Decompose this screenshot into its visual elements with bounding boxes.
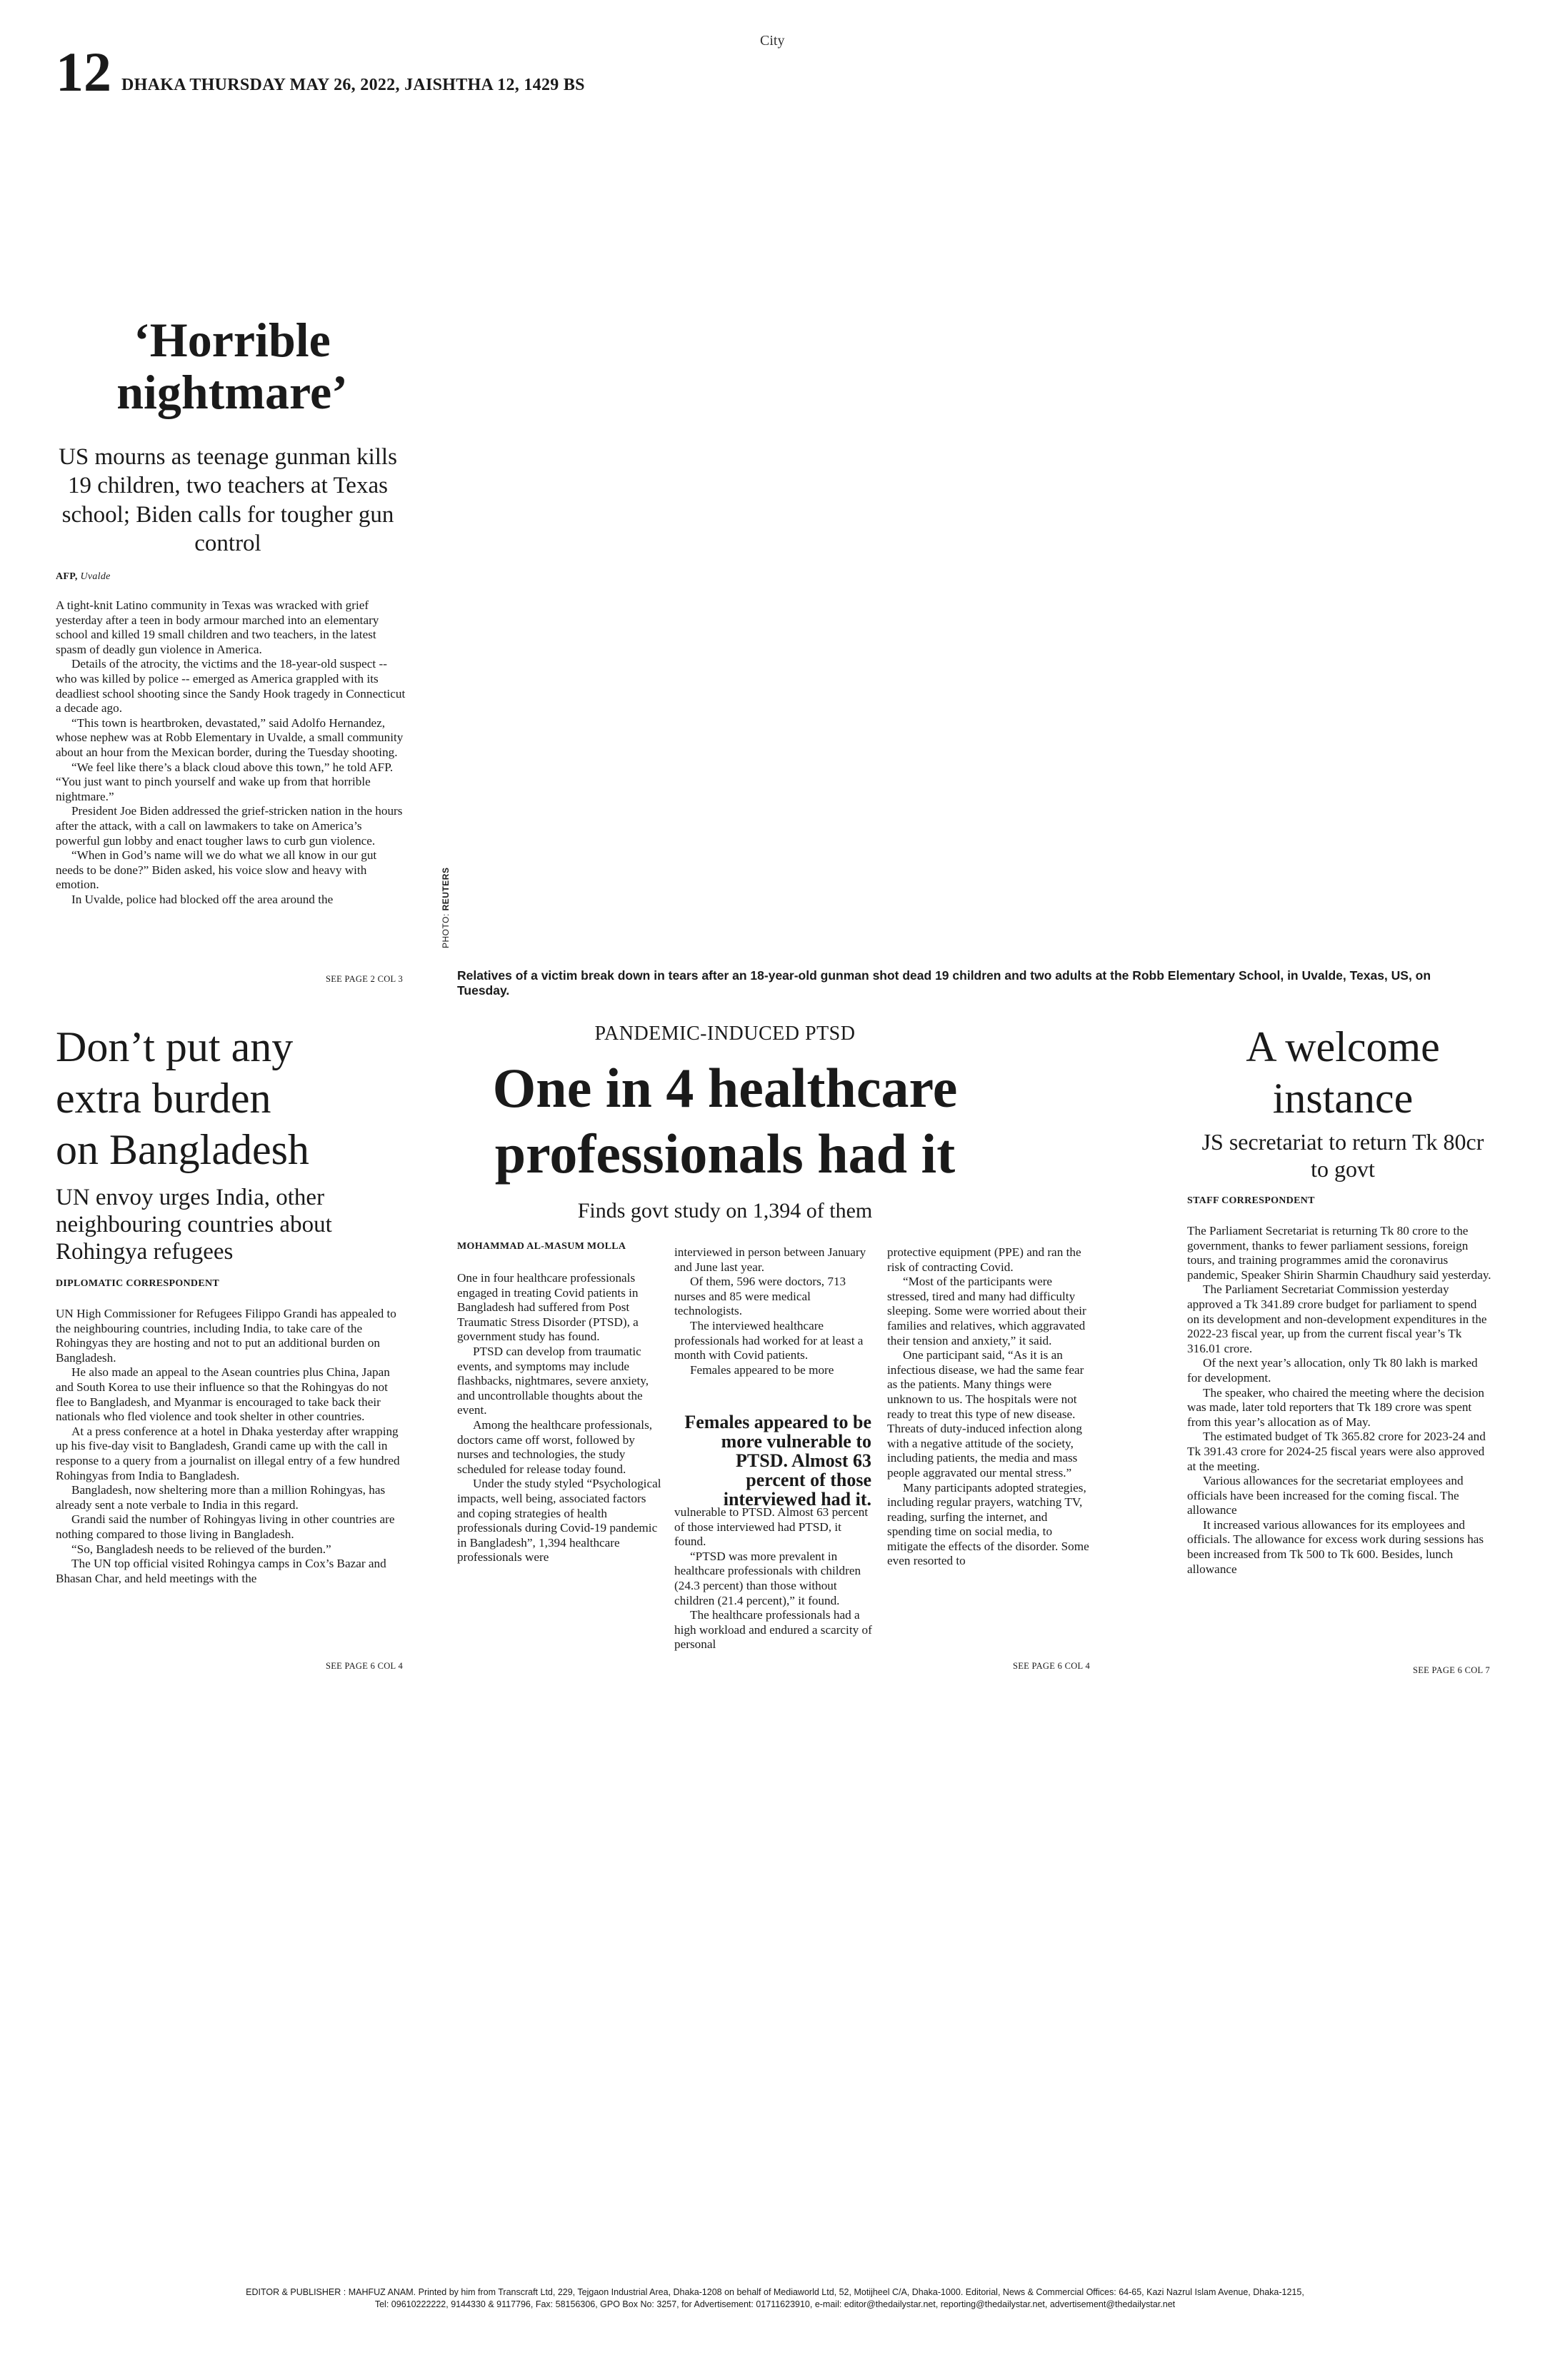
page-number: 12	[56, 41, 111, 103]
story3-paragraph: Females appeared to be more	[690, 1362, 834, 1377]
photo-credit	[441, 868, 451, 948]
story3-jump: SEE PAGE 6 COL 4	[1012, 1661, 1090, 1671]
story2-paragraph: The UN top official visited Rohingya camps in Cox’s Bazar and Bhasan Char, and held meetings with the	[56, 1557, 386, 1585]
story2-paragraph: Bangladesh, now sheltering more than a million Rohingyas, has already sent a note verbale to India in this regard.	[56, 1483, 386, 1512]
story3-deck: Finds govt study on 1,394 of them	[577, 1199, 873, 1222]
story1-jump: SEE PAGE 2 COL 3	[325, 974, 403, 984]
story2-paragraph: UN High Commissioner for Refugees Filippo Grandi has appealed to the neighbouring countries, including India, to take care of the Rohingyas they are hosting and not to put an additional burden on Bangladesh.	[56, 1307, 396, 1365]
section-label: City	[760, 33, 785, 49]
story3-col2-bottom	[674, 1505, 876, 1652]
story3-paragraph: The healthcare professionals had a high workload and endured a scarcity of personal	[674, 1608, 872, 1652]
imprint-line: EDITOR & PUBLISHER : MAHFUZ ANAM. Printed by him from Transcraft Ltd, 229, Tejgaon Industrial Area, Dhaka-1208 on behalf of Mediaworld Ltd, 52, Motijheel C/A, Dhaka-1000. Editorial, News & Commercial Offices: 64-65, Kazi Nazrul Islam Avenue, Dhaka-1215,	[246, 2287, 1304, 2297]
story3-headline-line: professionals had it	[494, 1123, 956, 1185]
story4-paragraph: The speaker, who chaired the meeting where the decision was made, later told reporters that Tk 189 crore was spent from this year’s allocation as of May.	[1187, 1385, 1484, 1429]
story2-headline-line: Don’t put any	[56, 1023, 294, 1070]
story1-byline-place: Uvalde	[80, 571, 111, 582]
story1-byline	[56, 571, 111, 583]
photo-caption: Relatives of a victim break down in tears after an 18-year-old gunman shot dead 19 children and two adults at the Robb Elementary School, in Uvalde, Texas, US, on Tuesday.	[457, 968, 1431, 998]
story1-paragraph: “This town is heartbroken, devastated,” said Adolfo Hernandez, whose nephew was at Robb Elementary in Uvalde, a small community about an hour from the Mexican border, during the Tuesday shooting.	[56, 715, 404, 759]
photo-credit-source: REUTERS	[441, 867, 451, 911]
dateline: DHAKA THURSDAY MAY 26, 2022, JAISHTHA 12, 1429 BS	[121, 76, 585, 94]
story4-paragraph: The Parliament Secretariat is returning Tk 80 crore to the government, thanks to fewer parliament sessions, foreign tours, and training programmes amid the coronavirus pandemic, Speaker Shirin Sharmin Chaudhury said yesterday.	[1187, 1224, 1491, 1282]
story3-paragraph: protective equipment (PPE) and ran the risk of contracting Covid.	[887, 1245, 1081, 1274]
story3-col2-top	[674, 1245, 876, 1377]
story3-paragraph: “PTSD was more prevalent in healthcare professionals with children (24.3 percent) than those without children (21.4 percent),” it found.	[674, 1549, 861, 1607]
story3-kicker: PANDEMIC-INDUCED PTSD	[594, 1023, 856, 1045]
story2-paragraph: “So, Bangladesh needs to be relieved of the burden.”	[71, 1542, 331, 1556]
story3-col3	[887, 1245, 1091, 1569]
story3-paragraph: PTSD can develop from traumatic events, and symptoms may include flashbacks, nightmares, severe anxiety, and uncontrollable thoughts about the event.	[457, 1344, 649, 1417]
story3-paragraph: “Most of the participants were stressed, tired and many had difficulty sleeping. Some were worried about their families and relatives, which aggravated their tension and anxiety,” it said.	[887, 1275, 1086, 1347]
story4-headline	[1186, 1021, 1500, 1124]
story3-paragraph: The interviewed healthcare professionals had worked for at least a month with Covid patients.	[674, 1318, 864, 1362]
story2-headline	[56, 1021, 427, 1175]
story4-body	[1187, 1224, 1491, 1577]
story2-headline-line: on Bangladesh	[56, 1126, 309, 1173]
story1-byline-agency: AFP,	[56, 571, 78, 582]
imprint-footer	[71, 2286, 1479, 2311]
story4-paragraph: The Parliament Secretariat Commission yesterday approved a Tk 341.89 crore budget for parliament to spend on its development and non-development expenditures in the 2022-23 fiscal year, up from the current fiscal year’s Tk 316.01 crore.	[1187, 1282, 1487, 1355]
photo-credit-label: PHOTO:	[441, 910, 451, 948]
story1-body	[56, 598, 406, 907]
news-photo	[457, 214, 1486, 957]
story4-headline-line: A welcome	[1246, 1023, 1440, 1070]
story2-headline-line: extra burden	[56, 1075, 271, 1122]
story1-paragraph: President Joe Biden addressed the grief-stricken nation in the hours after the attack, with a call on lawmakers to take on America’s powerful gun lobby and enact tougher laws to curb gun violence.	[56, 804, 403, 848]
story1-paragraph: “When in God’s name will we do what we all know in our gut needs to be done?” Biden asked, his voice slow and heavy with emotion.	[56, 848, 377, 892]
story4-byline: STAFF CORRESPONDENT	[1187, 1195, 1315, 1206]
story2-byline: DIPLOMATIC CORRESPONDENT	[56, 1278, 220, 1289]
story1-deck: US mourns as teenage gunman kills 19 children, two teachers at Texas school; Biden calls for tougher gun control	[59, 444, 397, 556]
story3-paragraph: Among the healthcare professionals, doctors came off worst, followed by nurses and technologies, the study scheduled for release today found.	[457, 1417, 653, 1476]
story4-paragraph: Various allowances for the secretariat employees and officials have been increased for the coming fiscal. The allowance	[1187, 1474, 1464, 1517]
story3-pullquote: Females appeared to be more vulnerable to PTSD. Almost 63 percent of those interviewed had it.	[684, 1412, 871, 1510]
story3-col1	[457, 1271, 663, 1565]
story3-paragraph: One participant said, “As it is an infectious disease, we had the same fear as the patients. Many things were unknown to us. The hospitals were not ready to treat this type of new disease. Threats of duty-induced infection along with a negative attitude of the society, including patients, the media and mass people aggravated our mental stress.”	[887, 1348, 1084, 1480]
story4-paragraph: Of the next year’s allocation, only Tk 80 lakh is marked for development.	[1187, 1356, 1478, 1385]
story3-paragraph: Under the study styled “Psychological impacts, well being, associated factors and coping strategies of health professionals during Covid-19 pandemic in Bangladesh”, 1,394 healthcare professionals were	[457, 1477, 661, 1565]
story2-paragraph: He also made an appeal to the Asean countries plus China, Japan and South Korea to use their influence so that the Rohingyas do not flee to Bangladesh, and Myanmar is encouraged to take back their nationals who fled violence and took shelter in other countries.	[56, 1365, 390, 1424]
story4-deck: JS secretariat to return Tk 80cr to govt	[1201, 1129, 1484, 1182]
story2-body	[56, 1307, 406, 1586]
story3-paragraph: One in four healthcare professionals engaged in treating Covid patients in Bangladesh had suffered from Post Traumatic Stress Disorder (PTSD), a government study has found.	[457, 1271, 639, 1344]
story2-jump: SEE PAGE 6 COL 4	[325, 1661, 403, 1671]
story1-paragraph: A tight-knit Latino community in Texas was wracked with grief yesterday after a teen in body armour marched into an elementary school and killed 19 small children and two teachers, in the latest spasm of deadly gun violence in America.	[56, 598, 379, 656]
story1-headline-line: ‘Horrible	[134, 313, 331, 367]
story3-headline-line: One in 4 healthcare	[492, 1057, 958, 1119]
story1-headline-line: nightmare’	[116, 364, 348, 419]
story2-paragraph: At a press conference at a hotel in Dhaka yesterday after wrapping up his five-day visit to Bangladesh, Grandi came up with the call in response to a query from a journalist on illegal entry of a few hundred Rohingyas from India to Bangladesh.	[56, 1424, 400, 1482]
story1-paragraph: “We feel like there’s a black cloud above this town,” he told AFP. “You just want to pinch yourself and wake up from that horrible nightmare.”	[56, 760, 394, 803]
story1-paragraph: In Uvalde, police had blocked off the area around the	[71, 892, 334, 906]
story3-paragraph: interviewed in person between January and June last year.	[674, 1245, 866, 1274]
story4-headline-line: instance	[1272, 1075, 1414, 1122]
story4-paragraph: It increased various allowances for its employees and officials. The allowance for excess work during sessions has been increased from Tk 500 to Tk 600. Besides, lunch allowance	[1187, 1517, 1484, 1576]
story1-headline	[50, 314, 414, 418]
story3-byline: MOHAMMAD AL-MASUM MOLLA	[457, 1241, 626, 1252]
story1-paragraph: Details of the atrocity, the victims and the 18-year-old suspect -- who was killed by police -- emerged as America grappled with its deadliest school shooting since the Sandy Hook tragedy in Connecticut a decade ago.	[56, 657, 406, 715]
imprint-line: Tel: 09610222222, 9144330 & 9117796, Fax: 58156306, GPO Box No: 3257, for Advertisement: 01711623910, e-mail: editor@thedailystar.net, reporting@thedailystar.net, advertisement@thedailystar.net	[374, 2299, 1176, 2309]
story2-paragraph: Grandi said the number of Rohingyas living in other countries are nothing compared to those living in Bangladesh.	[56, 1512, 395, 1541]
story3-paragraph: Of them, 596 were doctors, 713 nurses and 85 were medical technologists.	[674, 1275, 846, 1318]
story3-headline	[443, 1055, 1007, 1187]
story3-paragraph: Many participants adopted strategies, including regular prayers, watching TV, reading, surfing the internet, and spending time on social media, to mitigate the effects of the disorder. Some even resorted to	[887, 1480, 1089, 1568]
story4-jump: SEE PAGE 6 COL 7	[1412, 1665, 1490, 1675]
story2-deck: UN envoy urges India, other neighbouring countries about Rohingya refugees	[56, 1185, 332, 1265]
story3-paragraph: vulnerable to PTSD. Almost 63 percent of those interviewed had PTSD, it found.	[674, 1505, 869, 1549]
story4-paragraph: The estimated budget of Tk 365.82 crore for 2023-24 and Tk 391.43 crore for 2024-25 fiscal years were also approved at the meeting.	[1187, 1430, 1486, 1473]
